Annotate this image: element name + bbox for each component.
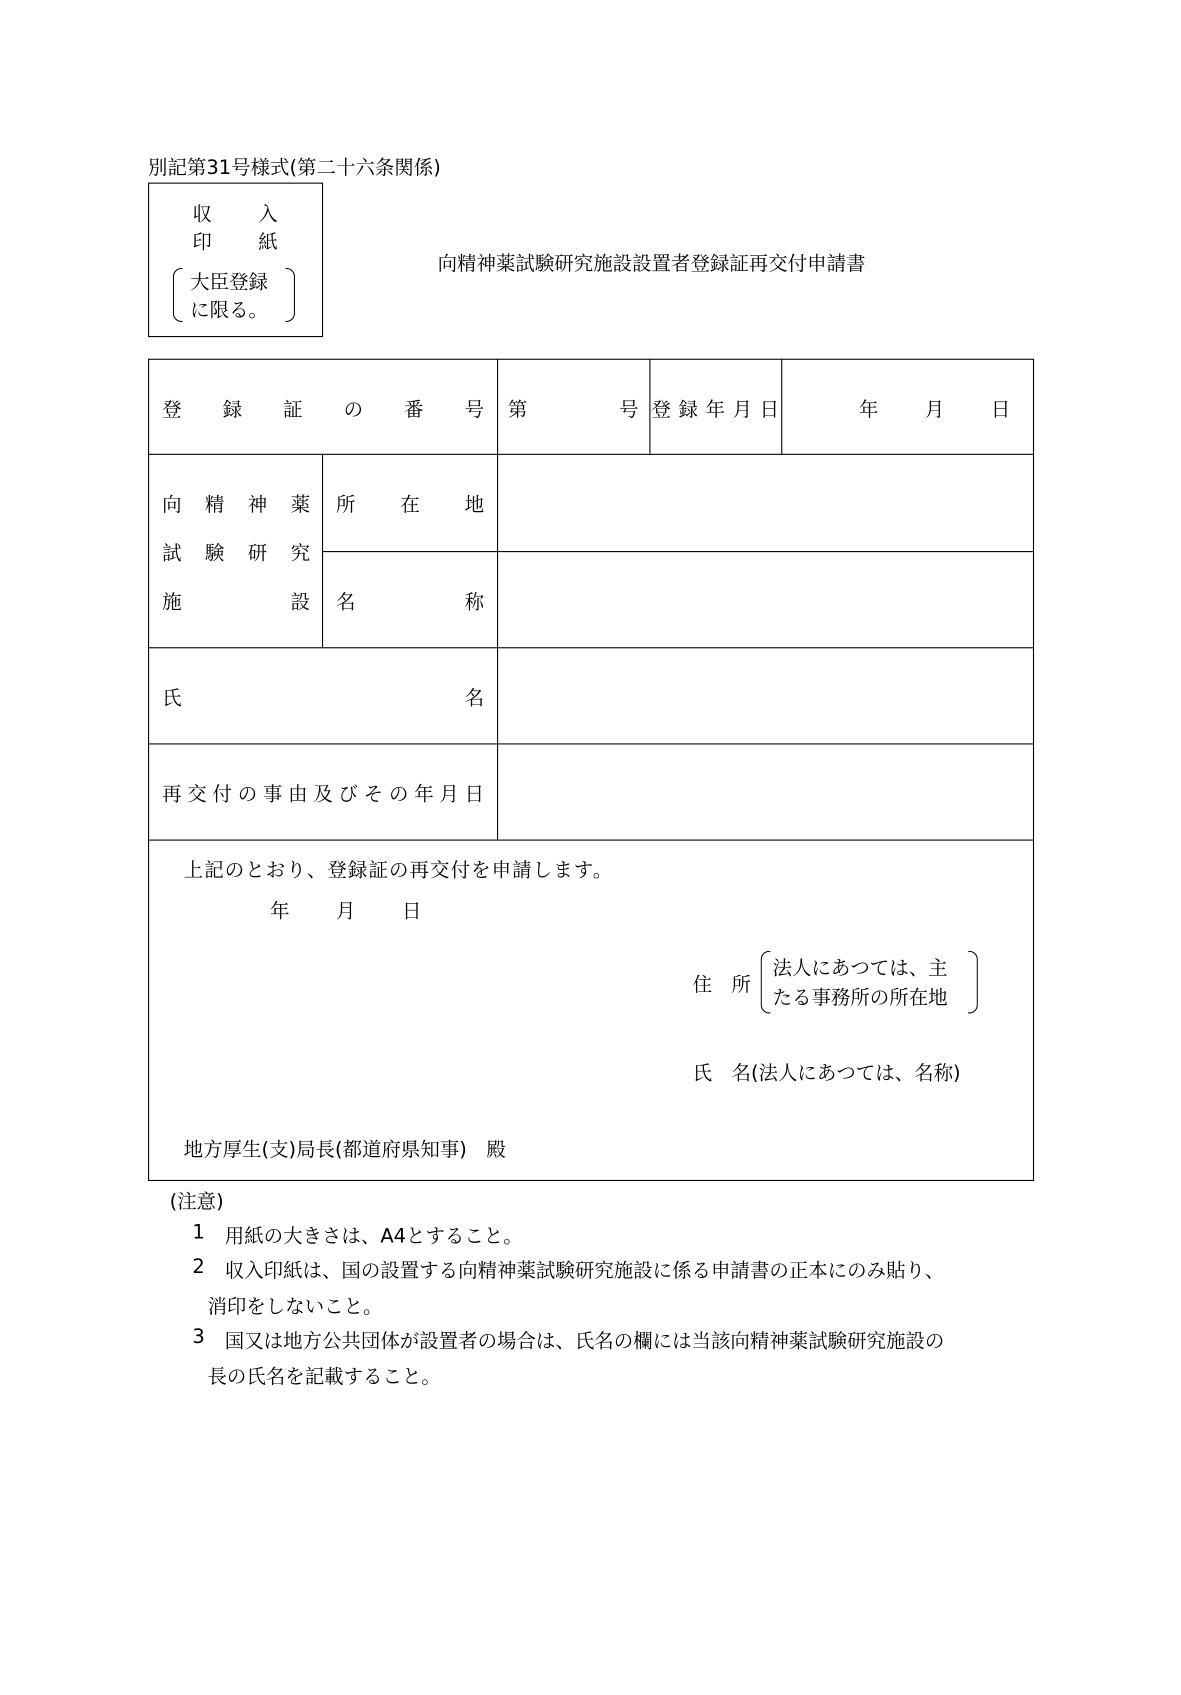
applicant-name-label: 氏 名(法人にあつては、名称) [692, 1062, 961, 1085]
stamp-text: 印 [192, 231, 212, 254]
divider [781, 359, 782, 454]
notes-heading: (注意) [169, 1190, 224, 1214]
location-label: 所在地 [336, 493, 485, 517]
person-name-label: 氏名 [162, 687, 485, 710]
address-note: たる事務所の所在地 [772, 986, 948, 1010]
divider [148, 647, 1033, 648]
reg-date-day: 日 [990, 398, 1011, 422]
facility-label: 施設 [162, 591, 311, 614]
reg-date-year: 年 [858, 398, 879, 422]
divider [148, 454, 1033, 455]
bracket-right [285, 268, 295, 322]
reg-date-month: 月 [924, 398, 945, 422]
form-reference: 別記第31号様式(第二十六条関係) [148, 156, 441, 180]
note-text: 国又は地方公共団体が設置者の場合は、氏名の欄には当該向精神薬試験研究施設の [224, 1330, 945, 1353]
divider [148, 743, 1033, 744]
reg-date-label: 登録年月日 [651, 398, 780, 422]
stamp-note: に限る。 [190, 299, 268, 322]
note-number: 1 [192, 1220, 205, 1244]
reason-field[interactable] [499, 746, 1031, 839]
divider [649, 359, 650, 454]
divider [322, 454, 323, 647]
sign-month: 月 [336, 900, 356, 923]
stamp-text: 紙 [258, 231, 278, 254]
note-text: 消印をしないこと。 [207, 1295, 383, 1319]
facility-name-label: 名称 [336, 591, 485, 614]
note-number: 3 [192, 1325, 205, 1349]
sign-day: 日 [401, 900, 422, 923]
reg-number-suffix: 号 [619, 398, 639, 422]
facility-name-field[interactable] [499, 553, 1031, 646]
person-name-field[interactable] [499, 649, 1031, 742]
stamp-note: 大臣登録 [190, 271, 268, 294]
address-note: 法人にあつては、主 [772, 957, 948, 981]
revenue-stamp-box [148, 183, 323, 338]
reg-number-prefix: 第 [507, 398, 528, 422]
note-number: 2 [192, 1255, 205, 1279]
declaration-text: 上記のとおり、登録証の再交付を申請します。 [183, 858, 614, 882]
bracket-left [761, 951, 771, 1014]
divider [148, 840, 1033, 841]
reg-number-input[interactable] [556, 387, 621, 426]
note-text: 長の氏名を記載すること。 [207, 1365, 441, 1389]
address-label: 住 所 [692, 973, 751, 997]
note-text: 収入印紙は、国の設置する向精神薬試験研究施設に係る申請書の正本にのみ貼り、 [224, 1259, 945, 1283]
note-text: 用紙の大きさは、A4とすること。 [224, 1225, 523, 1248]
location-field[interactable] [499, 456, 1031, 549]
facility-label: 向精神薬 [162, 493, 311, 517]
bracket-right [968, 951, 978, 1014]
sign-year: 年 [270, 900, 290, 923]
stamp-text: 入 [258, 203, 278, 226]
reason-label: 再交付の事由及びその年月日 [162, 783, 485, 807]
reg-number-label: 登録証の番号 [162, 398, 485, 422]
addressee: 地方厚生(支)局長(都道府県知事) 殿 [183, 1138, 506, 1162]
divider [322, 551, 1033, 552]
facility-label: 試験研究 [162, 542, 311, 566]
bracket-left [173, 268, 183, 322]
divider [497, 359, 498, 840]
stamp-text: 収 [192, 203, 212, 226]
form-title: 向精神薬試験研究施設設置者登録証再交付申請書 [437, 252, 866, 276]
